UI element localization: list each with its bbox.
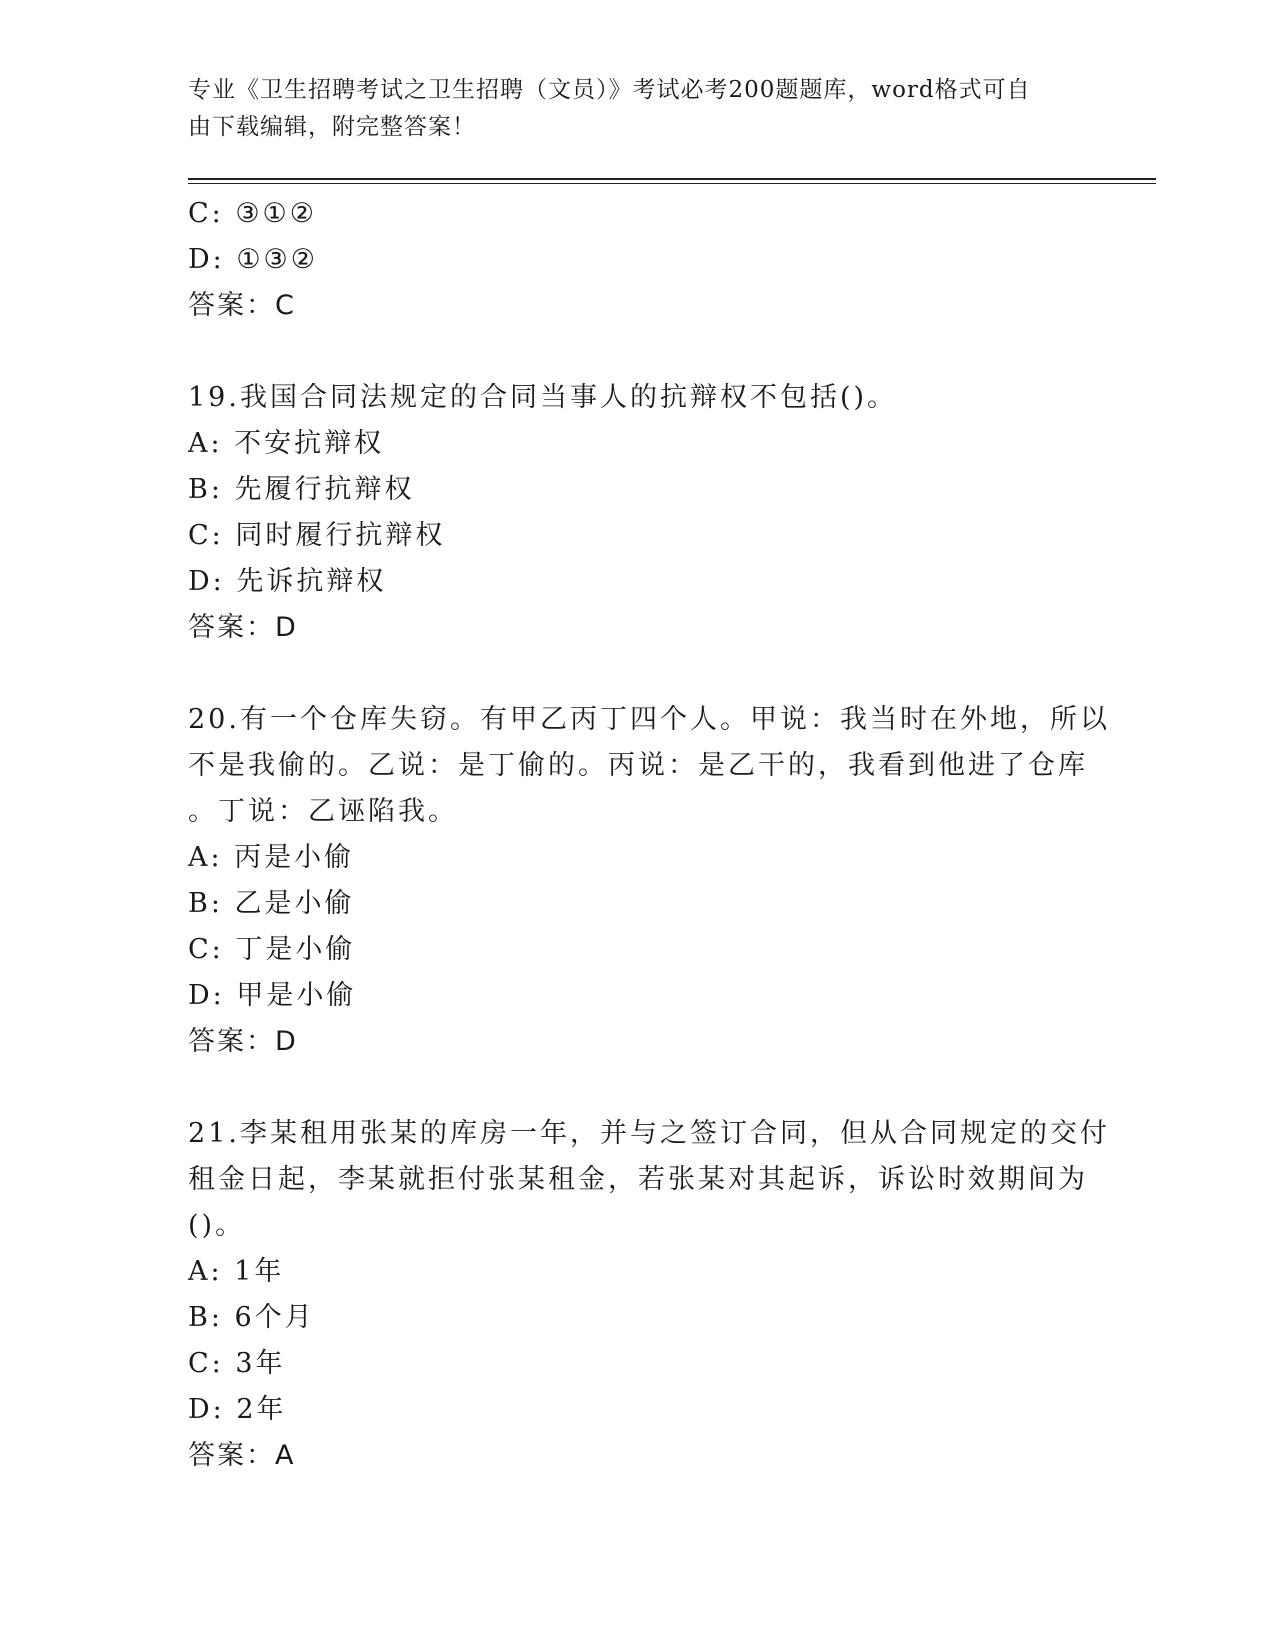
document-body [188,191,1110,1479]
spacer [188,651,1088,697]
header-rule-thin [188,183,1156,184]
header-line-2: 由下载编辑，附完整答案！ [188,114,476,140]
question-stem-line: 。丁说：乙诬陷我。 [188,796,458,827]
previous-question-tail [188,191,1088,329]
question-stem-line: 租金日起，李某就拒付张某租金，若张某对其起诉，诉讼时效期间为 [188,1164,1088,1195]
question-stem-line: 21.李某租用张某的库房一年，并与之签订合同，但从合同规定的交付 [188,1118,1110,1149]
option-d: D: ①③② [188,244,318,275]
spacer [188,329,1088,375]
question-stem-line: 19.我国合同法规定的合同当事人的抗辩权不包括()。 [188,382,898,413]
option-a: A: 不安抗辩权 [188,428,385,459]
document-header [188,72,1088,146]
option-a: A: 丙是小偷 [188,842,355,873]
answer-line: 答案：C [188,290,296,321]
header-rule-thick [188,178,1156,180]
option-b: B: 先履行抗辩权 [188,474,415,505]
option-b: B: 乙是小偷 [188,888,355,919]
answer-line: 答案：A [188,1440,296,1471]
option-c: C: 同时履行抗辩权 [188,520,446,551]
answer-line: 答案：D [188,1026,298,1057]
question-21 [188,1111,1110,1479]
question-20 [188,697,1110,1065]
option-c: C: 丁是小偷 [188,934,356,965]
option-c: C: ③①② [188,198,317,229]
option-c: C: 3年 [188,1348,286,1379]
header-line-1: 专业《卫生招聘考试之卫生招聘（文员）》考试必考200题题库，word格式可自 [188,77,1031,103]
option-d: D: 2年 [188,1394,287,1425]
option-d: D: 先诉抗辩权 [188,566,387,597]
answer-line: 答案：D [188,612,298,643]
question-stem-line: 20.有一个仓库失窃。有甲乙丙丁四个人。甲说：我当时在外地，所以 [188,704,1110,735]
option-a: A: 1年 [188,1256,285,1287]
question-stem-line: 不是我偷的。乙说：是丁偷的。丙说：是乙干的，我看到他进了仓库 [188,750,1088,781]
question-stem-line: ()。 [188,1210,246,1241]
spacer [188,1065,1088,1111]
option-b: B: 6个月 [188,1302,315,1333]
option-d: D: 甲是小偷 [188,980,357,1011]
question-19 [188,375,1088,651]
